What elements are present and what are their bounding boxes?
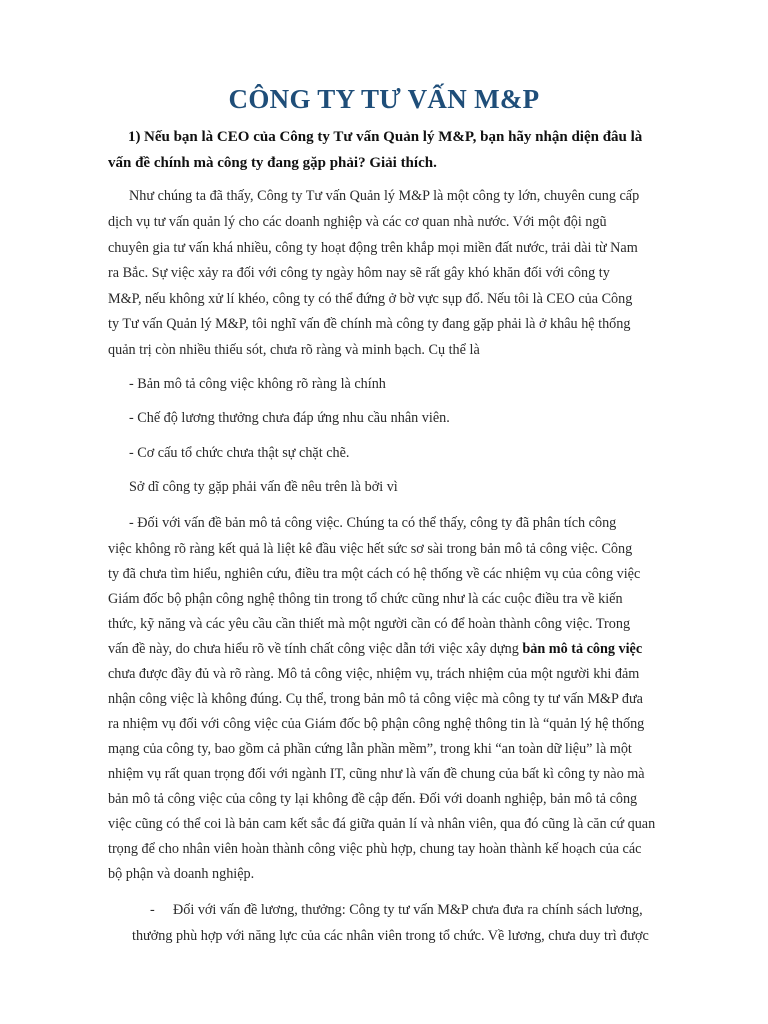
job-desc-line-3: ty đã chưa tìm hiểu, nghiên cứu, điều tra một cách có hệ thống về các nhiệm vụ của công việc: [108, 566, 641, 582]
intro-line-1: Như chúng ta đã thấy, Công ty Tư vấn Quản lý M&P là một công ty lớn, chuyên cung cấp: [129, 188, 640, 204]
job-desc-line-1: - Đối với vấn đề bản mô tả công việc. Chúng ta có thể thấy, công ty đã phân tích công: [129, 515, 617, 531]
intro-line-4: ra Bắc. Sự việc xảy ra đối với công ty ngày hôm nay sẽ rất gây khó khăn đối với công ty: [108, 265, 610, 281]
intro-line-7: quản trị còn nhiều thiếu sót, chưa rõ ràng và minh bạch. Cụ thể là: [108, 342, 480, 358]
salary-line-2: thưởng phù hợp với năng lực của các nhân viên trong tổ chức. Về lương, chưa duy trì được: [132, 928, 649, 944]
job-desc-bold-term: bản mô tả công việc: [522, 641, 643, 657]
job-desc-line-4: Giám đốc bộ phận công nghệ thông tin trong tổ chức cũng như là các cuộc điều tra về kiến: [108, 591, 623, 607]
question-text-1: Nếu bạn là CEO của Công ty Tư vấn Quản lý M&P, bạn hãy nhận diện đâu là: [144, 129, 643, 145]
question-line-1: [108, 124, 708, 150]
intro-line-3: chuyên gia tư vấn khá nhiều, công ty hoạt động trên khắp mọi miền đất nước, trải dài từ Nam: [108, 240, 638, 256]
job-desc-line-2: việc không rõ ràng kết quả là liệt kê đầu việc hết sức sơ sài trong bản mô tả công việc. Công: [108, 541, 633, 557]
intro-line-6: ty Tư vấn Quản lý M&P, tôi nghĩ vấn đề chính mà công ty đang gặp phải là ở khâu hệ thống: [108, 316, 631, 332]
job-desc-line-8: nhận công việc là không đúng. Cụ thể, trong bản mô tả công việc mà công ty tư vấn M&P đưa: [108, 691, 643, 707]
job-desc-line-6-text: vấn đề này, do chưa hiểu rõ về tính chất công việc dẫn tới việc xây dựng: [108, 641, 523, 657]
bullet-item: - Cơ cấu tổ chức chưa thật sự chặt chẽ.: [129, 445, 350, 461]
bullet-item: - Bản mô tả công việc không rõ ràng là chính: [129, 376, 386, 392]
job-desc-line-10: mạng của công ty, bao gồm cả phần cứng lẫn phần mềm”, trong khi “an toàn dữ liệu” là một: [108, 741, 632, 757]
job-desc-line-7: chưa được đầy đủ và rõ ràng. Mô tả công việc, nhiệm vụ, trách nhiệm của một người khi đảm: [108, 666, 640, 682]
job-desc-line-11: nhiệm vụ rất quan trọng đối với ngành IT, cũng như là vấn đề chung của bất kì công ty nào mà: [108, 766, 645, 782]
salary-dash: -: [150, 902, 155, 918]
job-desc-line-9: ra nhiệm vụ đối với công việc của Giám đốc bộ phận công nghệ thông tin là “quản lý hệ thống: [108, 716, 645, 732]
bullet-item: - Chế độ lương thưởng chưa đáp ứng nhu cầu nhân viên.: [129, 410, 450, 426]
salary-line-1: Đối với vấn đề lương, thưởng: Công ty tư vấn M&P chưa đưa ra chính sách lương,: [173, 902, 643, 918]
job-desc-line-15: bộ phận và doanh nghiệp.: [108, 866, 255, 882]
job-desc-line-13: việc cũng có thể coi là bản cam kết sắc đá giữa quản lí và nhân viên, qua đó cũng là căn cứ quan: [108, 816, 656, 832]
document-title: CÔNG TY TƯ VẤN M&P: [228, 84, 540, 114]
job-desc-line-6: [108, 639, 642, 659]
reason-intro: Sở dĩ công ty gặp phải vấn đề nêu trên là bởi vì: [129, 479, 398, 495]
question-number: 1): [128, 129, 141, 145]
job-desc-line-5: thức, kỹ năng và các yêu cầu cần thiết mà một người cần có để hoàn thành công việc. Trong: [108, 616, 631, 632]
job-desc-line-12: bản mô tả công việc của công ty lại không đề cập đến. Đối với doanh nghiệp, bản mô tả công: [108, 791, 638, 807]
question-heading: [108, 124, 708, 176]
intro-line-5: M&P, nếu không xử lí khéo, công ty có thể đứng ở bờ vực sụp đổ. Nếu tôi là CEO của Công: [108, 291, 633, 307]
intro-line-2: dịch vụ tư vấn quản lý cho các doanh nghiệp và các cơ quan nhà nước. Với một đội ngũ: [108, 214, 607, 230]
question-line-2: vấn đề chính mà công ty đang gặp phải? Giải thích.: [108, 155, 437, 171]
job-desc-line-14: trọng để cho nhân viên hoàn thành công việc phù hợp, chung tay hoàn thành kế hoạch của các: [108, 841, 642, 857]
